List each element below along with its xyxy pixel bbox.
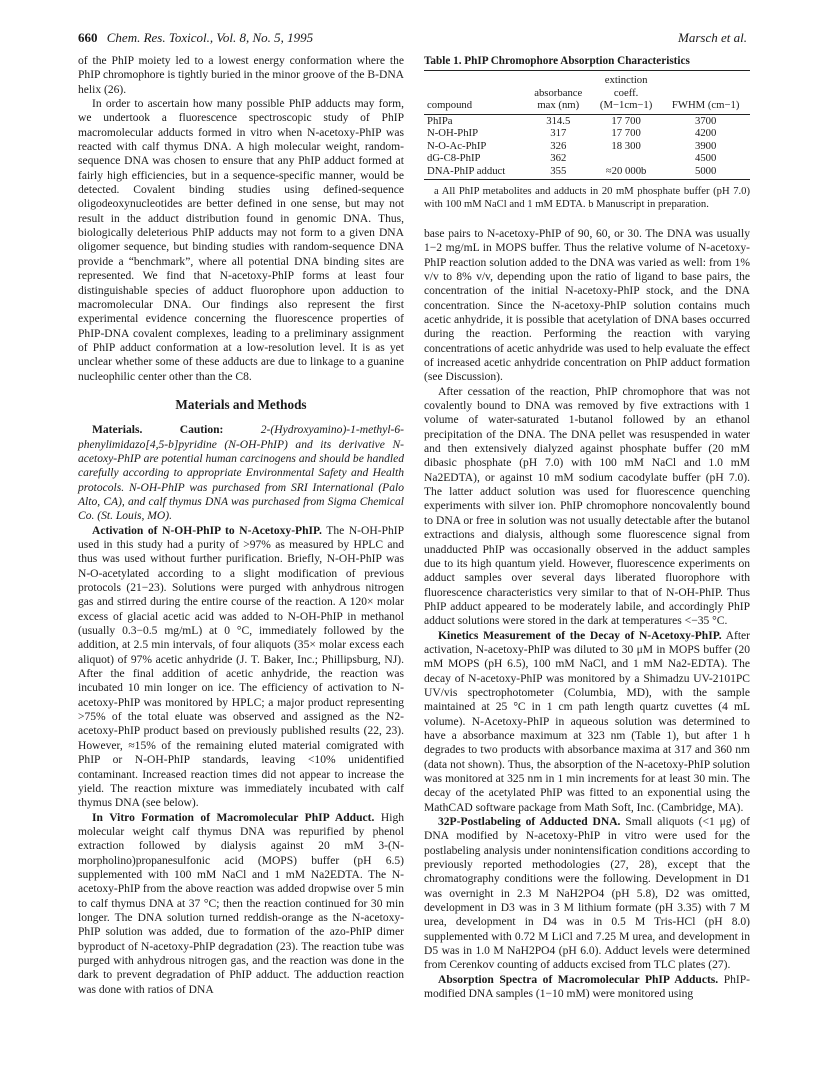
activation-text: The N-OH-PhIP used in this study had a purity of >97% as measured by HPLC and thus was used without further purification. Briefly, N-OH-PhIP was N-O-acetylated according to a slight modification of previous protocols (21−23). Solutions were purged with anhydrous nitrogen gas and stirred during the entire course of the reaction. A 120× molar excess of glacial acetic acid was added to N-OH-PhIP in methanol (usually 0.3−0.5 mg/mL) at 0 °C, immediately followed by the addition, at 2.5 min intervals, of four aliquots (35× molar excess each aliquot) of 97% acetic anhydride (J. T. Baker, Inc.; Phillipsburg, NJ). After the final addition of acetic anhydride, the reaction was incubated 10 min longer on ice. The efficiency of activation to N-acetoxy-PhIP was monitored by HPLC; a major product representing >75% of the total eluate was observed and assigned as the N2-acetoxy-PhIP product based on previously published results (22, 23). However, ≈15% of the remaining eluted material comigrated with PhIP or N-OH-PhIP standards, leaving <10% unidentified contaminant. Increased reaction times did not appear to increase the yield. The reaction mixture was immediately incubated with calf thymus DNA (see below). — [78, 524, 405, 810]
running-header-authors: Marsch et al. — [678, 30, 747, 45]
absorption-text: PhIP-modified DNA samples (1−10 mM) were monitored using — [424, 973, 750, 1001]
cell-compound: dG-C8-PhIP — [427, 152, 481, 165]
cell-compound: N-O-Ac-PhIP — [427, 139, 487, 152]
cell-absorbance: 355 — [526, 165, 591, 180]
cell-fwhm: 4200 — [694, 127, 717, 140]
cell-fwhm: 4500 — [694, 152, 717, 165]
table-row — [424, 152, 750, 165]
col-header-absorbance: absorbance max (nm) — [526, 74, 591, 114]
cell-extinction: ≈20 000b — [591, 165, 661, 180]
col-header-extinction: extinction coeff. (M−1cm−1) — [591, 74, 661, 114]
page-number: 660 — [78, 30, 98, 45]
kinetics-text: After activation, N-acetoxy-PhIP was diluted to 30 μM in MOPS buffer (20 mM MOPS (pH 6.5), 100 mM NaCl, and 1 mM Na2-EDTA). The decay of N-acetoxy-PhIP was monitored by a Shimadzu UV-2101PC UV/vis spectrophotometer (Columbia, MD), with the sample maintained at 25 °C in 1 cm path length quartz cuvettes (4 mL volume). N-Acetoxy-PhIP in aqueous solution was determined to have a absorbance maximum at 323 nm (Table 1), but after 1 h degrades to two products with absorbance maxima at 317 and 360 nm (data not shown). Thus, the absorption of the N-acetoxy-PhIP solution was monitored at 325 nm in 1 min increments for at least 30 min. The decay of the acetylated PhIP was fitted to an exponential using the MathCAD software package from Math Soft, Inc. (Cambridge, MA). — [424, 629, 751, 814]
materials-text: 2-(Hydroxyamino)-1-methyl-6-phenylimidazo[4,5-b]pyridine (N-OH-PhIP) and its derivative N-acetoxy-PhIP are potential human carcinogens and should be handled carefully according to appropriate Environmental Safety and Health protocols. N-OH-PhIP was purchased from SRI International (Palo Alto, CA), and calf thymus DNA was purchased from Sigma Chemical Co. (St. Louis, MO). — [78, 424, 404, 523]
cell-absorbance: 314.5 — [546, 114, 571, 127]
table-row — [424, 127, 750, 140]
paragraph-postlabeling — [424, 815, 750, 973]
cell-extinction — [591, 152, 661, 165]
table-1 — [424, 54, 750, 212]
paragraph-absorption — [424, 973, 750, 1002]
invitro-heading: In Vitro Formation of Macromolecular PhIP Adduct. — [92, 811, 375, 824]
paragraph-materials — [78, 423, 404, 523]
absorption-table — [424, 74, 750, 180]
table-footnote: a All PhIP metabolites and adducts in 20 mM phosphate buffer (pH 7.0) with 100 mM NaCl and 1 mM EDTA. b Manuscript in preparation. — [424, 186, 750, 211]
right-column — [424, 54, 750, 1002]
cell-extinction: 18 300 — [611, 139, 641, 152]
col-header-fwhm: FWHM (cm−1) — [661, 74, 750, 114]
paragraph-ratio-continued: base pairs to N-acetoxy-PhIP of 90, 60, or 30. The DNA was usually 1−2 mg/mL in MOPS buffer. Thus the relative volume of N-acetoxy-PhIP reaction solution added to the DNA was varied as well: from 1% v/v to 8% v/v, depending upon the ratio of ligand to base pairs, the concentration of the initial N-acetoxy-PhIP stock, and the DNA concentration. Since the N-acetoxy-PhIP solution contains much acetic anhydride, it is possible that acetylation of DNA bases occurred during the reaction. Performing the reaction with varying concentrations of acetic anhydride was used to help evaluate the effect of increased acetic anhydride concentration on PhIP adduct formation (see Discussion). — [424, 227, 750, 384]
journal-citation: Chem. Res. Toxicol., Vol. 8, No. 5, 1995 — [106, 30, 314, 45]
materials-heading: Materials. Caution: — [92, 424, 224, 437]
running-header-left — [78, 30, 313, 46]
col-header-compound: compound — [424, 74, 526, 114]
table-title: Table 1. PhIP Chromophore Absorption Characteristics — [424, 54, 750, 71]
paragraph-intro-end: of the PhIP moiety led to a lowest energy conformation where the PhIP chromophore is tightly buried in the minor groove of the B-DNA helix (26). — [78, 55, 404, 96]
cell-compound: N-OH-PhIP — [427, 127, 479, 140]
table-row — [424, 165, 750, 180]
postlabeling-heading: 32P-Postlabeling of Adducted DNA. — [438, 816, 621, 829]
table-row — [424, 140, 750, 153]
table-row — [424, 114, 750, 127]
activation-heading: Activation of N-OH-PhIP to N-Acetoxy-PhIP. — [92, 524, 322, 537]
cell-absorbance: 317 — [550, 127, 567, 140]
cell-fwhm: 5000 — [661, 165, 750, 180]
cell-extinction: 17 700 — [611, 127, 641, 140]
cell-compound: PhIPa — [427, 114, 453, 127]
cell-absorbance: 326 — [550, 139, 567, 152]
cell-extinction: 17 700 — [611, 114, 641, 127]
section-title: Materials and Methods — [175, 396, 307, 412]
invitro-text: High molecular weight calf thymus DNA was repurified by phenol extraction followed by dialysis against 20 mM 3-(N-morpholino)propanesulfonic acid (MOPS) buffer (pH 6.5) supplemented with 100 mM NaCl and 1 mM Na2EDTA. The N-acetoxy-PhIP from the above reaction was added dropwise over 5 min to calf thymus DNA at 37 °C; then the reaction continued for 30 min longer. The DNA solution turned reddish-orange as the N-acetoxy-PhIP solution was added, due to formation of the azo-PhIP dimer byproduct of N-acetoxy-PhIP degradation (23). The reaction tube was purged with anhydrous nitrogen gas, and the reaction was done in the dark to prevent degradation of PhIP adduct. The adduction reaction was done with ratios of DNA — [78, 811, 404, 996]
left-column — [78, 54, 404, 997]
cell-compound: DNA-PhIP adduct — [424, 165, 526, 180]
paragraph-cessation: After cessation of the reaction, PhIP chromophore that was not covalently bound to DNA was removed by five extractions with 1 volume of water-saturated 1-butanol followed by an ethanol precipitation of the DNA. The DNA pellet was resuspended in water and then extensively dialyzed against phosphate buffer (20 mM dibasic phosphate (pH 7.0) with 100 mM NaCl and 1.0 mM Na2EDTA), or against 10 mM sodium cacodylate buffer (pH 7.0). The latter adduct solution was used for fluorescence quenching experiments with silver ion. PhIP chromophore noncovalently bound to DNA or free in solution was not usually detectable after the butanol extractions and dialysis, although some fluorescence signal from unadducted PhIP was occasionally observed in the adduct samples due to its high quantum yield. However, fluorescence experiments on adduct samples over several days liberated fluorophore with fluorescence characteristics very similar to that of N-OH-PhIP. Thus PhIP adduct appeared to be moderately labile, and accordingly PhIP adduct solutions were stored in the dark at temperatures <−35 °C. — [424, 385, 750, 628]
cell-fwhm: 3700 — [694, 114, 717, 127]
cell-absorbance: 362 — [550, 152, 567, 165]
postlabeling-text: Small aliquots (<1 μg) of DNA modified by N-acetoxy-PhIP in vitro were used for the postlabeling analysis under nonintensification conditions according to previously reported methodologies (27, 28), except that the chromatography conditions were the following. Development in D1 was overnight in 2.3 M NaH2PO4 (pH 5.8), D2 was omitted, development in D3 was in 3 M lithium formate (pH 3.35) with 7 M urea, development in D4 was in 0.5 M Tris-HCl (pH 8.0) supplemented with 0.72 M LiCl and 7.25 M urea, and development in D5 was in 1.0 M NaH2PO4 (pH 6.0). Adduct levels were determined from Cerenkov counting of adducts excised from TLC plates (27). — [424, 816, 751, 972]
paragraph-aim: In order to ascertain how many possible PhIP adducts may form, we undertook a fluorescence spectroscopic study of PhIP macromolecular adducts formed in vitro when N-acetoxy-PhIP was reacted with calf thymus DNA. A high molecular weight, random-sequence DNA was chosen to ensure that any PhIP adduct formed at fairly high efficiencies, but in a sequence-specific manner, would be detected. Covalent binding studies using defined-sequence oligodeoxynucleotides are better defined in one sense, but may not result in the adduct distribution found in genomic DNA. Thus, biologically deleterious PhIP adducts may not form to a given DNA oligomer sequence, but binding studies with random-sequence DNA provide a “benchmark”, where all potential DNA binding sites are represented. We find that N-acetoxy-PhIP forms at least four distinguishable species of adduct fluorophore upon adduction to macromolecular DNA. Our findings also represent the first experimental evidence concerning the fluorescence properties of PhIP-DNA covalent complexes, leading to a preliminary assignment of PhIP adduct conformation at a low-resolution level. It is as yet unclear whether some of these adducts are due to linkage to a guanine nucleophilic center other than the C8. — [78, 98, 404, 383]
paragraph-activation — [78, 524, 404, 811]
paragraph-kinetics — [424, 629, 750, 815]
kinetics-heading: Kinetics Measurement of the Decay of N-Acetoxy-PhIP. — [438, 629, 722, 642]
cell-fwhm: 3900 — [694, 139, 717, 152]
paragraph-invitro — [78, 811, 404, 997]
absorption-heading: Absorption Spectra of Macromolecular PhIP Adducts. — [438, 973, 719, 986]
